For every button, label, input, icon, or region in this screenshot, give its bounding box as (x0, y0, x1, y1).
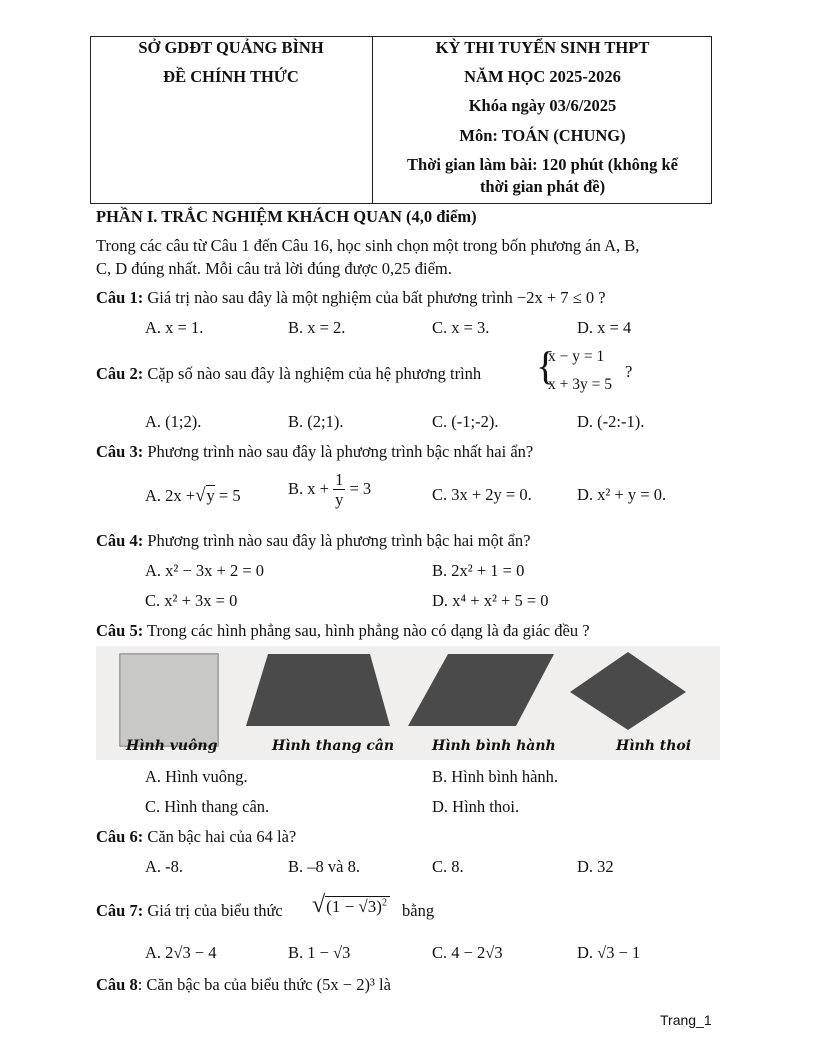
question-3 (96, 442, 533, 462)
header-time-line2: thời gian phát đề) (479, 177, 606, 196)
header-exam: KỲ THI TUYỂN SINH THPT (435, 38, 650, 57)
q1-option-c: C. x = 3. (432, 318, 490, 337)
header-date: Khóa ngày 03/6/2025 (468, 96, 617, 115)
q5-option-a: A. Hình vuông. (145, 767, 248, 786)
q3-option-d (577, 485, 666, 505)
rhombus-shape (570, 652, 686, 730)
q7-inner: 1 − √3 (331, 897, 377, 916)
q7-option-b: B. 1 − √3 (288, 943, 351, 962)
q3-option-a-post: = 5 (218, 486, 241, 505)
header-year: NĂM HỌC 2025-2026 (464, 67, 621, 86)
q7-radicand: $(1 - √3)^2$ (325, 896, 390, 916)
figure-label-rhombus: Hình thoi (616, 738, 692, 754)
q6-option-a: A. -8. (145, 857, 184, 876)
q3-option-b-post: = 3 (349, 478, 372, 498)
q5-text: Trong các hình phẳng sau, hình phẳng nào có dạng là đa giác đều ? (147, 621, 590, 640)
q3-option-b-fraction (333, 472, 345, 508)
question-5 (96, 621, 590, 641)
header-department: SỞ GDĐT QUẢNG BÌNH (138, 38, 324, 57)
q8-label: Câu 8 (96, 975, 138, 994)
q7-expr (312, 892, 390, 919)
q4-text: Phương trình nào sau đây là phương trình bậc hai một ẩn? (147, 531, 531, 550)
figure-label-parallelogram: Hình bình hành (432, 738, 556, 754)
q8-tail: là (379, 975, 391, 994)
q1-option-d: D. x = 4 (577, 318, 632, 337)
sqrt-symbol: √ (195, 485, 206, 506)
q4-option-d: D. x⁴ + x² + 5 = 0 (432, 591, 549, 610)
q3-text: Phương trình nào sau đây là phương trình bậc nhất hai ẩn? (147, 442, 534, 461)
q6-option-d: D. 32 (577, 857, 614, 876)
q1-option-b: B. x = 2. (288, 318, 346, 337)
q2-eq1: x − y = 1 (548, 348, 605, 365)
header-subject: Môn: TOÁN (CHUNG) (459, 126, 626, 145)
q4-label: Câu 4: (96, 531, 144, 550)
q4-option-a: A. x² − 3x + 2 = 0 (145, 561, 265, 580)
question-7 (96, 901, 283, 921)
q1-expr: −2x + 7 ≤ 0 ? (516, 288, 606, 307)
header-time-line1: Thời gian làm bài: 120 phút (không kể (407, 155, 678, 174)
q2-option-b: B. (2;1). (288, 412, 344, 431)
q2-qmark: ? (625, 362, 633, 381)
figure-label-square: Hình vuông (126, 738, 218, 754)
q3-option-b-prefix: B. (288, 478, 304, 498)
q4-option-b: B. 2x² + 1 = 0 (432, 561, 525, 580)
q1-option-a: A. x = 1. (145, 318, 204, 337)
q3-option-a-pre: 2x + (165, 486, 196, 505)
parallelogram-shape (408, 654, 554, 726)
q2-text: Cặp số nào sau đây là nghiệm của hệ phương trình (147, 364, 482, 383)
q3-option-b (288, 472, 371, 508)
q3-label: Câu 3: (96, 442, 144, 461)
q2-eq2: x + 3y = 5 (548, 376, 612, 393)
q8-expr: (5x − 2)³ (316, 975, 375, 994)
q5-option-c: C. Hình thang cân. (145, 797, 270, 816)
question-2 (96, 364, 481, 384)
question-8 (96, 975, 391, 995)
q6-option-c: C. 8. (432, 857, 464, 876)
q3-option-c: C. 3x + 2y = 0. (432, 485, 532, 504)
q7-option-d: D. √3 − 1 (577, 943, 641, 962)
question-6 (96, 827, 296, 847)
q7-option-c: C. 4 − 2√3 (432, 943, 503, 962)
square-highlight (120, 654, 218, 746)
header-official: ĐỀ CHÍNH THỨC (163, 67, 299, 86)
q8-text: : Căn bậc ba của biểu thức (137, 975, 313, 994)
question-1 (96, 288, 606, 308)
q2-option-d: D. (-2:-1). (577, 412, 645, 431)
q6-option-b: B. –8 và 8. (288, 857, 360, 876)
figure-label-trapezoid: Hình thang cân (272, 738, 395, 754)
q3-option-d-expr: x² + y = 0. (597, 485, 667, 504)
q3-option-a-prefix: A. (145, 486, 162, 505)
q7-label: Câu 7: (96, 901, 144, 920)
trapezoid-shape (246, 654, 390, 726)
sqrt-symbol: √ (312, 892, 326, 918)
section-intro-line2: C, D đúng nhất. Mỗi câu trả lời đúng được 0,25 điểm. (96, 259, 452, 278)
q5-label: Câu 5: (96, 621, 144, 640)
section-intro-line1: Trong các câu từ Câu 1 đến Câu 16, học sinh chọn một trong bốn phương án A, B, (96, 236, 640, 255)
q7-option-a: A. 2√3 − 4 (145, 943, 217, 962)
q5-option-d: D. Hình thoi. (432, 797, 520, 816)
q2-brace: { (536, 343, 556, 388)
q3-option-b-num: 1 (335, 470, 344, 489)
q6-label: Câu 6: (96, 827, 144, 846)
q3-option-a-radicand: y (206, 486, 215, 505)
q1-label: Câu 1: (96, 288, 144, 307)
q3-option-d-prefix: D. (577, 485, 594, 504)
q6-text: Căn bậc hai của 64 là? (147, 827, 297, 846)
q5-option-b: B. Hình bình hành. (432, 767, 559, 786)
q2-label: Câu 2: (96, 364, 144, 383)
q2-option-a: A. (1;2). (145, 412, 202, 431)
q3-option-b-den: y (335, 489, 344, 509)
q2-option-c: C. (-1;-2). (432, 412, 499, 431)
q3-option-b-pre: x + (307, 478, 329, 498)
q7-exponent: 2 (381, 897, 387, 909)
q4-option-c: C. x² + 3x = 0 (145, 591, 238, 610)
q1-text: Giá trị nào sau đây là một nghiệm của bất phương trình (147, 288, 513, 307)
q7-text: Giá trị của biểu thức (147, 901, 283, 920)
question-4 (96, 531, 530, 551)
q3-option-a (145, 485, 241, 507)
page-number: Trang_1 (660, 1012, 712, 1028)
q7-tail: bằng (402, 901, 435, 920)
section-title: PHẦN I. TRẮC NGHIỆM KHÁCH QUAN (4,0 điểm) (96, 207, 477, 226)
